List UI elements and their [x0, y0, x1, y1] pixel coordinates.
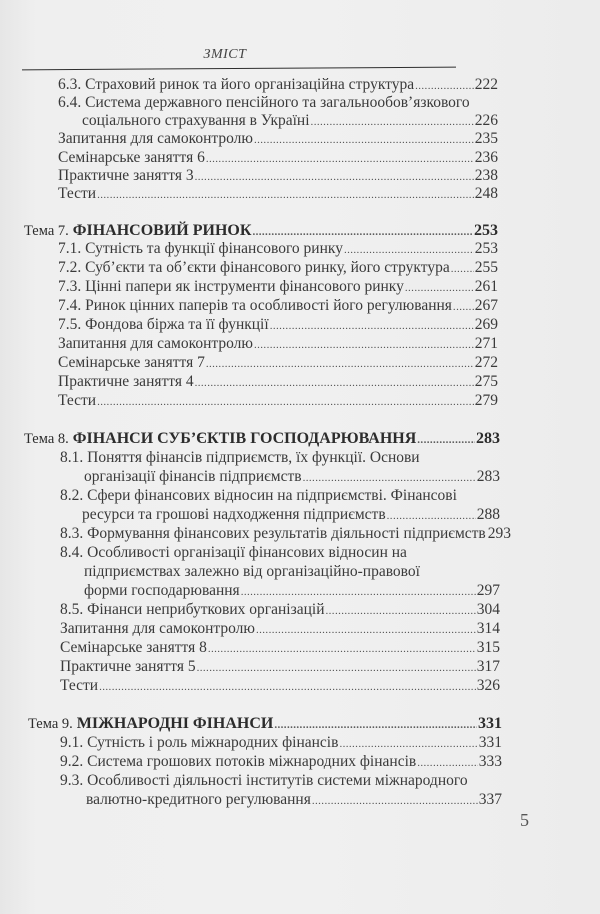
leader-dots	[256, 621, 476, 639]
page-ref: 297	[476, 582, 500, 599]
leader-dots	[453, 298, 474, 316]
toc-entry[interactable]: організації фінансів підприємств ..... 283	[84, 468, 500, 487]
page-ref: 317	[476, 658, 500, 675]
page-ref: 253	[474, 222, 498, 239]
toc-entry[interactable]: Семінарське заняття 6 ..... 236	[58, 149, 498, 168]
page-ref: 222	[474, 76, 498, 93]
leader-dots	[451, 260, 474, 278]
page-ref: 314	[476, 620, 500, 637]
page-ref: 248	[474, 185, 498, 202]
toc-entry[interactable]: Тести ..... 279	[58, 392, 498, 411]
page-ref: 261	[474, 278, 498, 295]
leader-dots	[270, 317, 474, 335]
page-ref: 235	[474, 130, 498, 147]
leader-dots	[387, 507, 476, 525]
page-ref: 238	[474, 167, 498, 184]
toc-entry[interactable]: 8.3. Формування фінансових результатів діяльності підприємств 293	[60, 525, 511, 542]
toc-entry[interactable]: валютно-кредитного регулювання ..... 337	[86, 791, 502, 810]
leader-dots	[303, 469, 476, 487]
toc-entry[interactable]: 6.3. Страховий ринок та його організаційна структура ..... 222	[58, 76, 498, 95]
leader-dots	[254, 131, 474, 149]
toc-entry[interactable]: Семінарське заняття 7 ..... 272	[58, 354, 498, 373]
page-ref: 236	[474, 149, 498, 166]
toc-entry[interactable]: 7.3. Цінні папери як інструменти фінансового ринку ..... 261	[58, 278, 498, 297]
leader-dots	[99, 678, 476, 696]
toc-chapter-8[interactable]: Тема 8. ФІНАНСИ СУБ’ЄКТІВ ГОСПОДАРЮВАННЯ ..... 283	[24, 430, 500, 449]
leader-dots	[241, 583, 476, 601]
toc-entry[interactable]: ресурси та грошові надходження підприємств ..... 288	[82, 506, 500, 525]
page-ref: 315	[476, 639, 500, 656]
toc-entry[interactable]: Запитання для самоконтролю ..... 314	[60, 620, 500, 639]
page-ref: 272	[474, 354, 498, 371]
leader-dots	[195, 374, 474, 392]
leader-dots	[197, 659, 476, 677]
leader-dots	[254, 336, 474, 354]
leader-dots	[326, 602, 476, 620]
page-ref: 333	[478, 753, 502, 770]
page-ref: 255	[474, 259, 498, 276]
toc-entry[interactable]: форми господарювання ..... 297	[84, 582, 500, 601]
leader-dots	[417, 431, 475, 449]
page-ref: 293	[487, 525, 511, 542]
toc-entry-line: 8.2. Сфери фінансових відносин на підприємстві. Фінансові	[60, 487, 457, 504]
page-ref: 283	[476, 468, 500, 485]
header-rule	[22, 67, 456, 71]
page-ref: 288	[476, 506, 500, 523]
leader-dots	[206, 355, 474, 373]
toc-entry[interactable]: 7.1. Сутність та функції фінансового ринку ..... 253	[58, 240, 498, 259]
toc-entry[interactable]: Тести ..... 248	[58, 185, 498, 204]
toc-entry-line: 8.4. Особливості організації фінансових відносин на	[60, 544, 407, 561]
leader-dots	[97, 186, 474, 204]
toc-entry[interactable]: Тести ..... 326	[60, 677, 500, 696]
toc-entry[interactable]: 8.5. Фінанси неприбуткових організацій ..... 304	[60, 601, 500, 620]
page-ref: 267	[474, 297, 498, 314]
page-ref: 253	[474, 240, 498, 257]
page-ref: 337	[478, 791, 502, 808]
leader-dots	[252, 223, 473, 241]
toc-entry[interactable]: Семінарське заняття 8 ..... 315	[60, 639, 500, 658]
leader-dots	[208, 640, 476, 658]
leader-dots	[274, 716, 477, 734]
toc-entry[interactable]: Практичне заняття 3 ..... 238	[58, 167, 498, 186]
page-ref: 331	[478, 715, 502, 732]
page-ref: 275	[474, 373, 498, 390]
toc-chapter-7[interactable]: Тема 7. ФІНАНСОВИЙ РИНОК ..... 253	[24, 222, 498, 241]
toc-entry-line: підприємствах залежно від організаційно-правової	[84, 563, 420, 580]
page-number: 5	[520, 810, 529, 830]
toc-entry[interactable]: 7.4. Ринок цінних паперів та особливості його регулювання ..... 267	[58, 297, 498, 316]
leader-dots	[97, 393, 474, 411]
leader-dots	[195, 168, 474, 186]
page-ref: 271	[474, 335, 498, 352]
page-ref: 304	[476, 601, 500, 618]
page-ref: 331	[478, 734, 502, 751]
page-ref: 226	[474, 112, 498, 129]
toc-entry[interactable]: соціального страхування в Україні ..... 226	[82, 112, 498, 131]
page-ref: 269	[474, 316, 498, 333]
toc-entry[interactable]: Практичне заняття 5 ..... 317	[60, 658, 500, 677]
toc-entry[interactable]: 9.1. Сутність і роль міжнародних фінансів ..... 331	[60, 734, 502, 753]
leader-dots	[339, 735, 477, 753]
leader-dots	[417, 754, 478, 772]
toc-entry[interactable]: Запитання для самоконтролю ..... 271	[58, 335, 498, 354]
leader-dots	[405, 279, 474, 297]
leader-dots	[311, 113, 474, 131]
toc-entry-line: 8.1. Поняття фінансів підприємств, їх функції. Основи	[60, 449, 420, 466]
toc-entry[interactable]: Практичне заняття 4 ..... 275	[58, 373, 498, 392]
toc-entry-line: 9.3. Особливості діяльності інститутів системи міжнародного	[60, 772, 468, 789]
toc-entry[interactable]: 7.5. Фондова біржа та її функції ..... 269	[58, 316, 498, 335]
page-ref: 279	[474, 392, 498, 409]
leader-dots	[206, 150, 474, 168]
toc-entry[interactable]: 9.2. Система грошових потоків міжнародних фінансів ..... 333	[60, 753, 502, 772]
leader-dots	[312, 792, 478, 810]
page-ref: 283	[476, 430, 500, 447]
leader-dots	[415, 77, 474, 95]
toc-entry[interactable]: 7.2. Суб’єкти та об’єкти фінансового ринку, його структура ..... 255	[58, 259, 498, 278]
toc-entry-line: 6.4. Система державного пенсійного та загальнообов’язкового	[58, 94, 470, 111]
page-ref: 326	[476, 677, 500, 694]
toc-chapter-9[interactable]: Тема 9. МІЖНАРОДНІ ФІНАНСИ ..... 331	[28, 715, 502, 734]
running-header: ЗМІСТ	[203, 47, 247, 62]
toc-entry[interactable]: Запитання для самоконтролю ..... 235	[58, 130, 498, 149]
leader-dots	[344, 241, 474, 259]
